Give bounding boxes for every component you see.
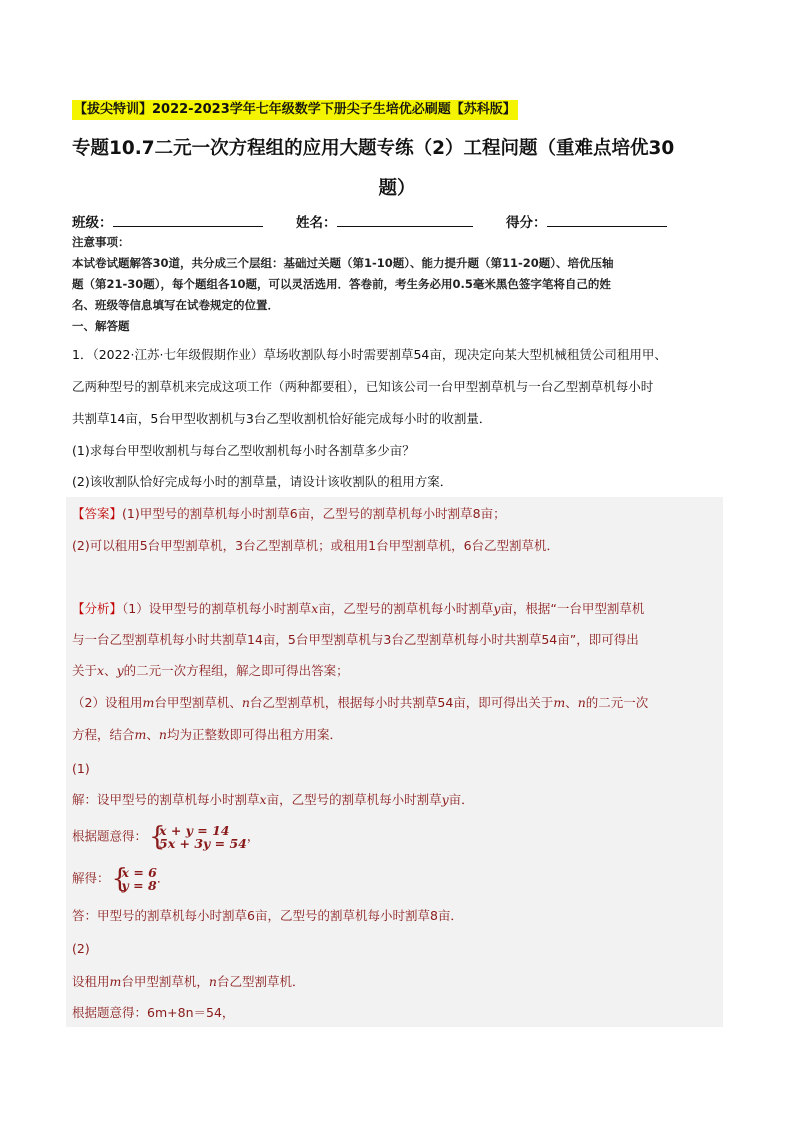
question-text: 共割草14亩，5台甲型收割机与3台乙型收割机恰好能完成每小时的收割量． (72, 411, 492, 426)
brace-icon: { (111, 864, 129, 894)
page-title-continued: 题） (378, 178, 416, 199)
solution-part-1-label: (1) (72, 761, 90, 776)
name-label: 姓名： (296, 215, 337, 231)
answer-line: 【答案】(1)甲型号的割草机每小时割草6亩，乙型号的割草机每小时割草8亩； (72, 506, 506, 521)
question-part-2: (2)该收割队恰好完成每小时的割草量，请设计该收割队的租用方案． (72, 474, 453, 489)
question-text: 乙两种型号的割草机来完成这项工作（两种都要租），已知该公司一台甲型割草机与一台乙型割草机每小时 (72, 379, 654, 394)
solution-system: { x = 6 y = 8 (111, 864, 157, 894)
solution-line: 根据题意得：6m+8n＝54， (72, 1005, 235, 1020)
notice-line: 名、班级等信息填写在试卷规定的位置． (72, 298, 279, 312)
notice-heading: 注意事项： (72, 235, 130, 249)
header-tag: 【拔尖特训】2022-2023学年七年级数学下册尖子生培优必刷题【苏科版】 (72, 100, 518, 120)
question-text: 1．（2022·江苏·七年级假期作业）草场收割队每小时需要割草54亩，现决定向某大型机械租赁公司租用甲、 (72, 347, 667, 362)
class-field (72, 212, 263, 233)
analysis-line: 关于x、y的二元一次方程组，解之即可得出答案； (72, 663, 349, 678)
notice-line: 题（第21-30题），每个题组各10题，可以灵活选用．答卷前，考生务必用0.5毫米黑色签字笔将自己的姓 (72, 277, 611, 291)
page-title: 专题10.7二元一次方程组的应用大题专练（2）工程问题（重难点培优30 (72, 138, 675, 159)
class-label: 班级： (72, 215, 113, 231)
answer-label: 【答案】 (72, 506, 123, 521)
question-part-1: (1)求每台甲型收割机与每台乙型收割机每小时各割草多少亩？ (72, 443, 415, 458)
score-blank[interactable] (547, 212, 667, 227)
solution-result-line: 解得： { x = 6 y = 8 ． (72, 864, 170, 894)
section-heading: 一、解答题 (72, 319, 130, 333)
answer-panel (66, 497, 723, 1027)
class-blank[interactable] (113, 212, 263, 227)
equation-system: { x + y = 14 5x + 3y = 54 (149, 822, 247, 852)
brace-icon: { (149, 822, 166, 852)
equation-system-line: 根据题意得： { x + y = 14 5x + 3y = 54 ， (72, 822, 260, 852)
notice-line: 本试卷试题解答30道，共分成三个层组：基础过关题（第1-10题）、能力提升题（第11-20题）、培优压轴 (72, 256, 614, 270)
score-field (506, 212, 667, 233)
analysis-line: 与一台乙型割草机每小时共割草14亩，5台甲型割草机与3台乙型割草机每小时共割草54亩”，即可得出 (72, 632, 639, 647)
answer-line: (2)可以租用5台甲型割草机，3台乙型割草机；或租用1台甲型割草机，6台乙型割草机． (72, 538, 560, 553)
name-blank[interactable] (337, 212, 473, 227)
solution-line: 设租用m台甲型割草机，n台乙型割草机． (72, 974, 305, 989)
name-field (296, 212, 473, 233)
analysis-line: 【分析】（1）设甲型号的割草机每小时割草x亩，乙型号的割草机每小时割草y亩，根据“一台甲型割草机 (72, 601, 645, 616)
analysis-line: 方程，结合m、n均为正整数即可得出租方用案． (72, 727, 342, 742)
analysis-line: （2）设租用m台甲型割草机、n台乙型割草机，根据每小时共割草54亩，即可得出关于m、n的二元一次 (72, 695, 649, 710)
score-label: 得分： (506, 215, 547, 231)
solution-line: 解：设甲型号的割草机每小时割草x亩，乙型号的割草机每小时割草y亩． (72, 792, 474, 807)
analysis-label: 【分析】 (72, 601, 123, 616)
solution-line: 答：甲型号的割草机每小时割草6亩，乙型号的割草机每小时割草8亩． (72, 908, 463, 923)
solution-part-2-label: (2) (72, 941, 90, 956)
